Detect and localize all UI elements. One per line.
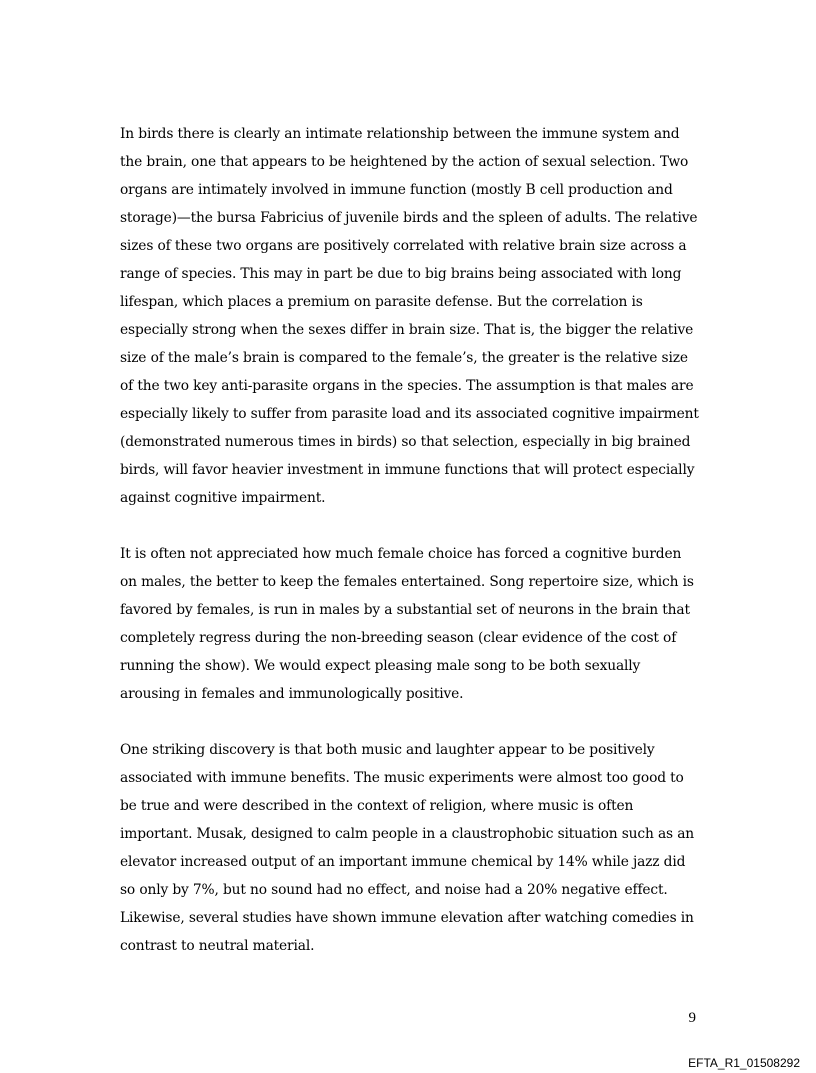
paragraph-1: In birds there is clearly an intimate relationship between the immune system and the brain, one that appears to be heightened by the action of sexual selection. Two organs are intimately involved in immune function (mostly B cell production and storage)—the bursa Fabricius of juvenile birds and the spleen of adults. The relative sizes of these two organs are positively correlated with relative brain size across a range of species. This may in part be due to big brains being associated with long lifespan, which places a premium on parasite defense. But the correlation is especially strong when the sexes differ in brain size. That is, the bigger the relative size of the male’s brain is compared to the female’s, the greater is the relative size of the two key anti-parasite organs in the species. The assumption is that males are especially likely to suffer from parasite load and its associated cognitive impairment (demonstrated numerous times in birds) so that selection, especially in big brained birds, will favor heavier investment in immune functions that will protect especially against cognitive impairment. <box>120 126 699 506</box>
paragraph-3: One striking discovery is that both music and laughter appear to be positively associated with immune benefits. The music experiments were almost too good to be true and were described in the context of religion, where music is often important. Musak, designed to calm people in a claustrophobic situation such as an elevator increased output of an important immune chemical by 14% while jazz did so only by 7%, but no sound had no effect, and noise had a 20% negative effect. Likewise, several studies have shown immune elevation after watching comedies in contrast to neutral material. <box>120 742 695 954</box>
paragraph-2: It is often not appreciated how much female choice has forced a cognitive burden on males, the better to keep the females entertained. Song repertoire size, which is favored by females, is run in males by a substantial set of neurons in the brain that completely regress during the non-breeding season (clear evidence of the cost of running the show). We would expect pleasing male song to be both sexually arousing in females and immunologically positive. <box>120 546 694 702</box>
document-id: EFTA_R1_01508292 <box>688 1056 800 1070</box>
page-number: 9 <box>688 1010 696 1026</box>
body-text <box>120 120 700 988</box>
